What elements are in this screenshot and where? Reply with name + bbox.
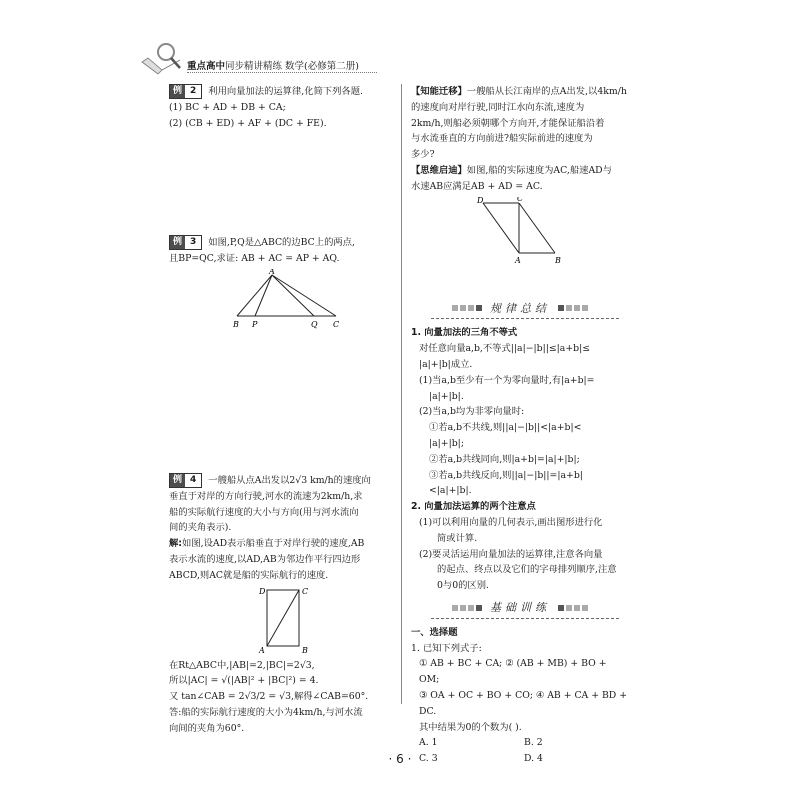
example-4: 例 4 一艘船从点A出发以2√3 km/h的速度向 垂直于对岸的方向行驶,河水的流速为2km/h,求 船的实际航行速度的大小与方向(用与河水流向 间的夹角表示). 解:如图,设AD表示船垂直于对岸行驶的速度,AB 表示水流的速度,以AD,AB为邻边作平行四边形 ABCD,则AC就是船的实际航行的速度. D C A B 在Rt△ABC中,|AB|=2,|BC|=2√3, 所以|AC| = √(|AB|² + |BC|²) = 4. 又 tan∠CAB = 2√3/2 = √3,解得∠CAB=60°. 答:船的实际航行速度的大小为4km/h,与河水流 向间的夹角为60°. xyxy=(169,473,394,737)
solution-line: ABCD,则AC就是船的实际航行的速度. xyxy=(169,569,329,581)
right-column xyxy=(411,84,629,767)
hint-label: 【思维启迪】 xyxy=(411,164,467,176)
question-line: 其中结果为0的个数为( ). xyxy=(419,721,522,733)
svg-text:C: C xyxy=(333,319,340,329)
example-badge: 例 2 xyxy=(169,84,202,99)
summary-line: <|a|+|b|. xyxy=(429,485,472,497)
svg-text:A: A xyxy=(269,268,275,276)
example-2-item: (1) BC + AD + DB + CA; xyxy=(169,101,286,113)
svg-text:P: P xyxy=(252,319,258,329)
summary-line: |a|+|b|. xyxy=(429,390,464,402)
summary-line: 的起点、终点以及它们的字母排列顺序,注意 xyxy=(437,564,617,576)
calc-line: 又 tan∠CAB = 2√3/2 = √3,解得∠CAB=60°. xyxy=(169,691,369,703)
example-2-item: (2) (CB + ED) + AF + (DC + FE). xyxy=(169,117,327,129)
question-line: ① AB + BC + CA; ② (AB + MB) + BO + OM; xyxy=(419,658,607,686)
page-header xyxy=(140,40,390,80)
example-3: 例 3 如图,P,Q是△ABC的边BC上的两点, 且BP=QC,求证: AB + AC = AP + AQ. A B P Q C xyxy=(169,235,394,331)
summary-line: |a|+|b|; xyxy=(429,437,464,449)
page-number: · 6 · xyxy=(388,752,412,766)
answer-line: 向间的夹角为60°. xyxy=(169,722,245,734)
example-badge: 例 4 xyxy=(169,473,202,488)
calc-line: 在Rt△ABC中,|AB|=2,|BC|=2√3, xyxy=(169,659,315,671)
knowledge-transfer: 【知能迁移】一艘船从长江南岸的点A出发,以4km/h 的速度向对岸行驶,同时江水向东流,速度为 2km/h,则船必须朝哪个方向开,才能保证船沿着 与水流垂直的方向前进?船实际前进的速度为 多少? 【思维启迪】如图,船的实际速度为AC,船速AD与 水速AB应满足AB + AD = AC. D C A B xyxy=(411,84,629,265)
left-column xyxy=(169,84,394,737)
summary-heading: 1. 向量加法的三角不等式 xyxy=(411,327,518,339)
svg-text:B: B xyxy=(302,645,308,655)
summary-banner: 规律总结 xyxy=(411,301,629,317)
question-line: ③ OA + OC + BO + CO; ④ AB + CA + BD + DC. xyxy=(419,689,628,717)
transfer-line: 多少? xyxy=(411,149,435,161)
option-c: C. 3 xyxy=(419,753,438,765)
svg-text:A: A xyxy=(515,255,521,265)
section-heading: 一、选择题 xyxy=(411,626,458,638)
svg-text:B: B xyxy=(233,319,239,329)
example-4-line: 间的夹角表示). xyxy=(169,522,232,534)
option-a: A. 1 xyxy=(419,737,438,749)
training-banner: 基础训练 xyxy=(411,600,629,616)
svg-text:A: A xyxy=(259,645,265,655)
example-3-prompt: 且BP=QC,求证: AB + AC = AP + AQ. xyxy=(169,253,340,265)
transfer-line: 2km/h,则船必须朝哪个方向开,才能保证船沿着 xyxy=(411,117,605,129)
example-badge: 例 3 xyxy=(169,235,202,250)
solution-line: 表示水流的速度,以AD,AB为邻边作平行四边形 xyxy=(169,553,361,565)
example-2: 例 2 利用向量加法的运算律,化简下列各题. (1) BC + AD + DB + CA; (2) (CB + ED) + AF + (DC + FE). xyxy=(169,84,394,131)
summary-line: 对任意向量a,b,不等式||a|−|b||≤|a+b|≤ xyxy=(419,343,590,355)
summary-line: 简或计算. xyxy=(437,532,478,544)
example-4-line: 垂直于对岸的方向行驶,河水的流速为2km/h,求 xyxy=(169,490,363,502)
column-divider xyxy=(401,84,402,704)
summary-line: (2)当a,b均为非零向量时: xyxy=(419,406,525,418)
triangle-figure xyxy=(227,269,367,331)
transfer-label: 【知能迁移】 xyxy=(411,86,467,97)
summary-line: (1)可以利用向量的几何表示,画出图形进行化 xyxy=(419,516,603,528)
training-section xyxy=(411,625,629,767)
transfer-line: 的速度向对岸行驶,同时江水向东流,速度为 xyxy=(411,101,585,113)
summary-line: ③若a,b共线反向,则||a|−|b||=|a+b| xyxy=(429,469,583,481)
svg-text:C: C xyxy=(517,196,524,203)
summary-line: (2)要灵活运用向量加法的运算律,注意各向量 xyxy=(419,548,603,560)
header-rule xyxy=(187,72,377,73)
option-b: B. 2 xyxy=(524,737,543,749)
summary-line: ②若a,b共线同向,则|a+b|=|a|+|b|; xyxy=(429,453,580,465)
summary-section xyxy=(411,325,629,594)
example-4-line: 船的实际航行速度的大小与方向(用与河水流向 xyxy=(169,506,359,518)
calc-line: 所以|AC| = √(|AB|² + |BC|²) = 4. xyxy=(169,675,319,687)
svg-text:D: D xyxy=(259,586,266,596)
svg-text:D: D xyxy=(477,196,484,205)
summary-heading: 2. 向量加法运算的两个注意点 xyxy=(411,501,536,513)
svg-text:C: C xyxy=(302,586,309,596)
header-title: 重点高中同步精讲精练 数学(必修第二册) xyxy=(187,61,359,72)
transfer-line: 与水流垂直的方向前进?船实际前进的速度为 xyxy=(411,133,593,145)
summary-line: |a|+|b|成立. xyxy=(419,358,473,370)
parallelogram-figure xyxy=(473,197,573,265)
answer-line: 答:船的实际航行速度的大小为4km/h,与河水流 xyxy=(169,706,363,718)
svg-text:Q: Q xyxy=(311,319,318,329)
rectangle-figure xyxy=(257,586,337,656)
magnifier-book-logo-icon xyxy=(140,40,185,78)
svg-text:B: B xyxy=(555,255,561,265)
summary-line: ①若a,b不共线,则||a|−|b||<|a+b|< xyxy=(429,422,582,434)
summary-line: 0与0的区别. xyxy=(437,580,489,592)
option-d: D. 4 xyxy=(524,753,543,765)
summary-line: (1)当a,b至少有一个为零向量时,有|a+b|= xyxy=(419,374,595,386)
solution-label: 解: xyxy=(169,538,183,550)
question-1: 1. 已知下列式子: xyxy=(411,642,482,654)
hint-line: 水速AB应满足AB + AD = AC. xyxy=(411,180,543,192)
